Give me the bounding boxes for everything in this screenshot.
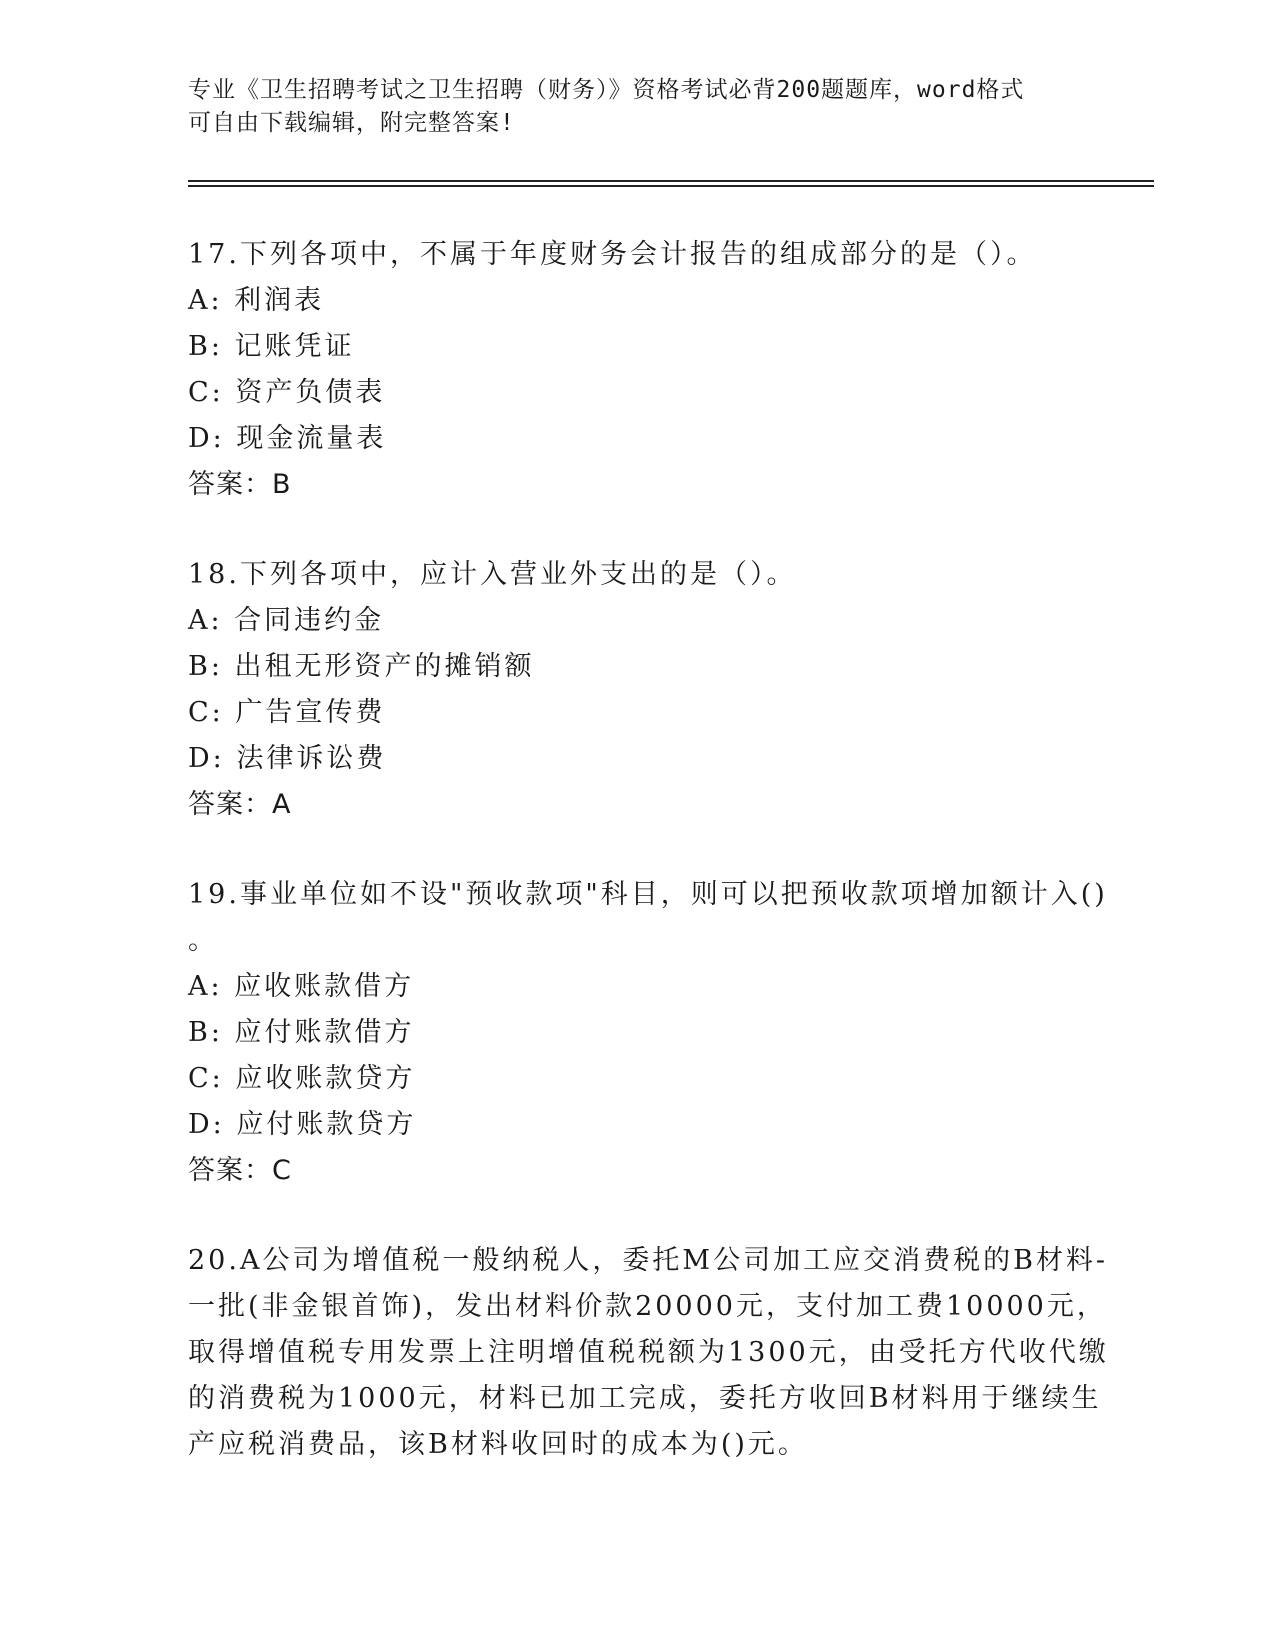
question-stem: 18.下列各项中，应计入营业外支出的是（）。 [188, 559, 797, 590]
option-b: B: 出租无形资产的摊销额 [188, 651, 535, 682]
option-d: D: 法律诉讼费 [188, 743, 387, 774]
header-line-2: 可自由下载编辑，附完整答案! [188, 110, 515, 136]
option-c: C: 应收账款贷方 [188, 1063, 416, 1094]
question-18 [188, 552, 1088, 828]
option-a: A: 应收账款借方 [188, 971, 415, 1002]
header-rule-top [188, 180, 1154, 182]
question-20 [188, 1238, 1109, 1468]
question-stem: 17.下列各项中，不属于年度财务会计报告的组成部分的是（）。 [188, 239, 1037, 270]
option-a: A: 利润表 [188, 285, 325, 316]
answer: 答案：B [188, 469, 292, 500]
option-b: B: 记账凭证 [188, 331, 355, 362]
question-stem-line-4: 的消费税为1000元，材料已加工完成，委托方收回B材料用于继续生 [188, 1383, 1102, 1414]
option-c: C: 资产负债表 [188, 377, 386, 408]
question-stem-line-3: 取得增值税专用发票上注明增值税税额为1300元，由受托方代收代缴 [188, 1337, 1109, 1368]
question-17 [188, 232, 1088, 508]
option-c: C: 广告宣传费 [188, 697, 386, 728]
header-rule-bottom [188, 185, 1154, 187]
question-stem-line-2: 。 [188, 925, 218, 956]
answer: 答案：C [188, 1155, 292, 1186]
question-stem-line-1: 20.A公司为增值税一般纳税人，委托M公司加工应交消费税的B材料- [188, 1245, 1109, 1276]
header-line-1: 专业《卫生招聘考试之卫生招聘（财务）》资格考试必背200题题库，word格式 [188, 77, 1025, 103]
option-d: D: 应付账款贷方 [188, 1109, 417, 1140]
question-stem-line-2: 一批(非金银首饰)，发出材料价款20000元，支付加工费10000元， [188, 1291, 1107, 1322]
option-a: A: 合同违约金 [188, 605, 385, 636]
option-d: D: 现金流量表 [188, 423, 387, 454]
answer: 答案：A [188, 789, 292, 820]
document-header [188, 74, 1068, 140]
option-b: B: 应付账款借方 [188, 1017, 415, 1048]
question-stem-line-5: 产应税消费品，该B材料收回时的成本为()元。 [188, 1429, 808, 1460]
question-19 [188, 872, 1108, 1194]
question-stem-line-1: 19.事业单位如不设"预收款项"科目，则可以把预收款项增加额计入() [188, 879, 1108, 910]
